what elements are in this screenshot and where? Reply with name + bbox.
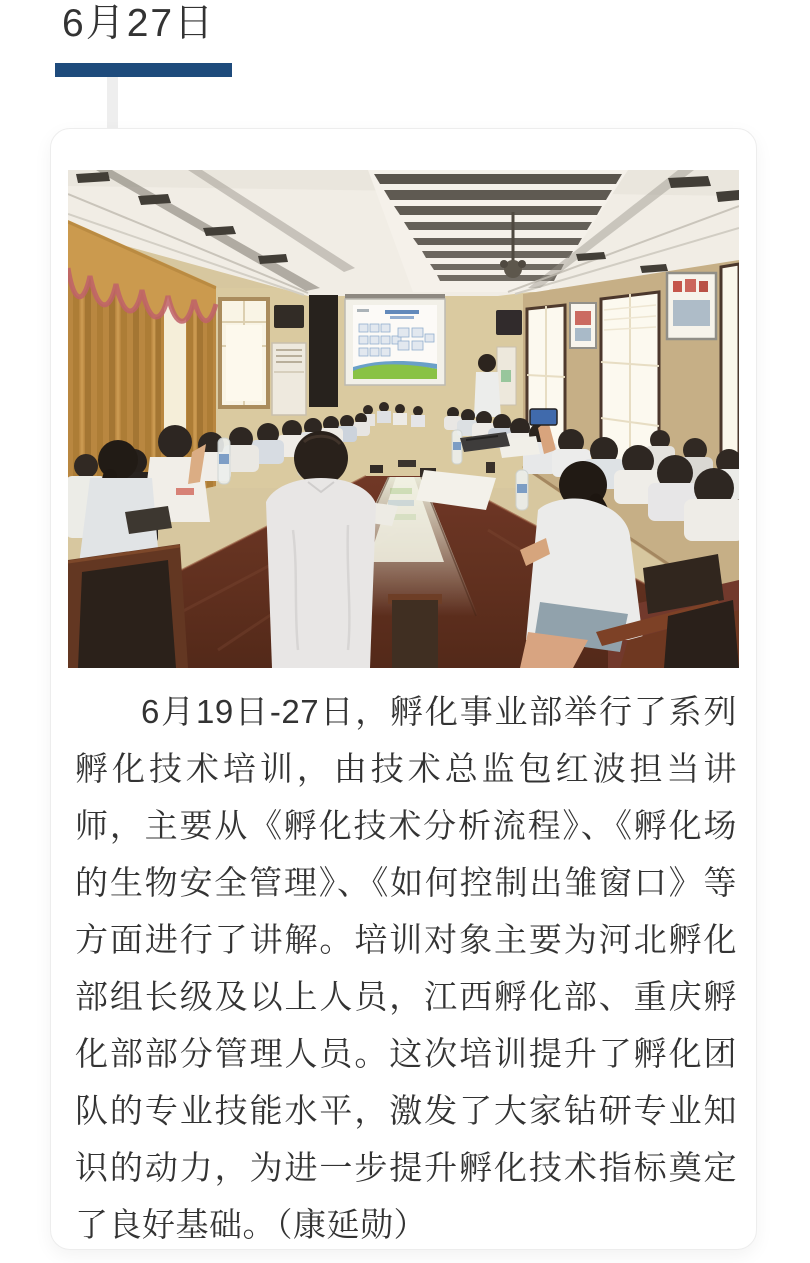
- news-card: [50, 128, 757, 1250]
- meeting-photo: [68, 170, 739, 668]
- timeline-connector-line: [107, 77, 118, 130]
- article-paragraph: 6月19日-27日，孵化事业部举行了系列孵化技术培训，由技术总监包红波担当讲师，主要从《孵化技术分析流程》、《孵化场的生物安全管理》、《如何控制出雏窗口》等方面进行了讲解。培训对象主要为河北孵化部组长级及以上人员，江西孵化部、重庆孵化部部分管理人员。这次培训提升了孵化团队的专业技能水平，激发了大家钻研专业知识的动力，为进一步提升孵化技术指标奠定了良好基础。（康延勋）: [75, 693, 737, 1243]
- photo-tint: [68, 170, 739, 668]
- date-underline: [55, 63, 232, 77]
- date-label: 6月27日: [62, 2, 216, 45]
